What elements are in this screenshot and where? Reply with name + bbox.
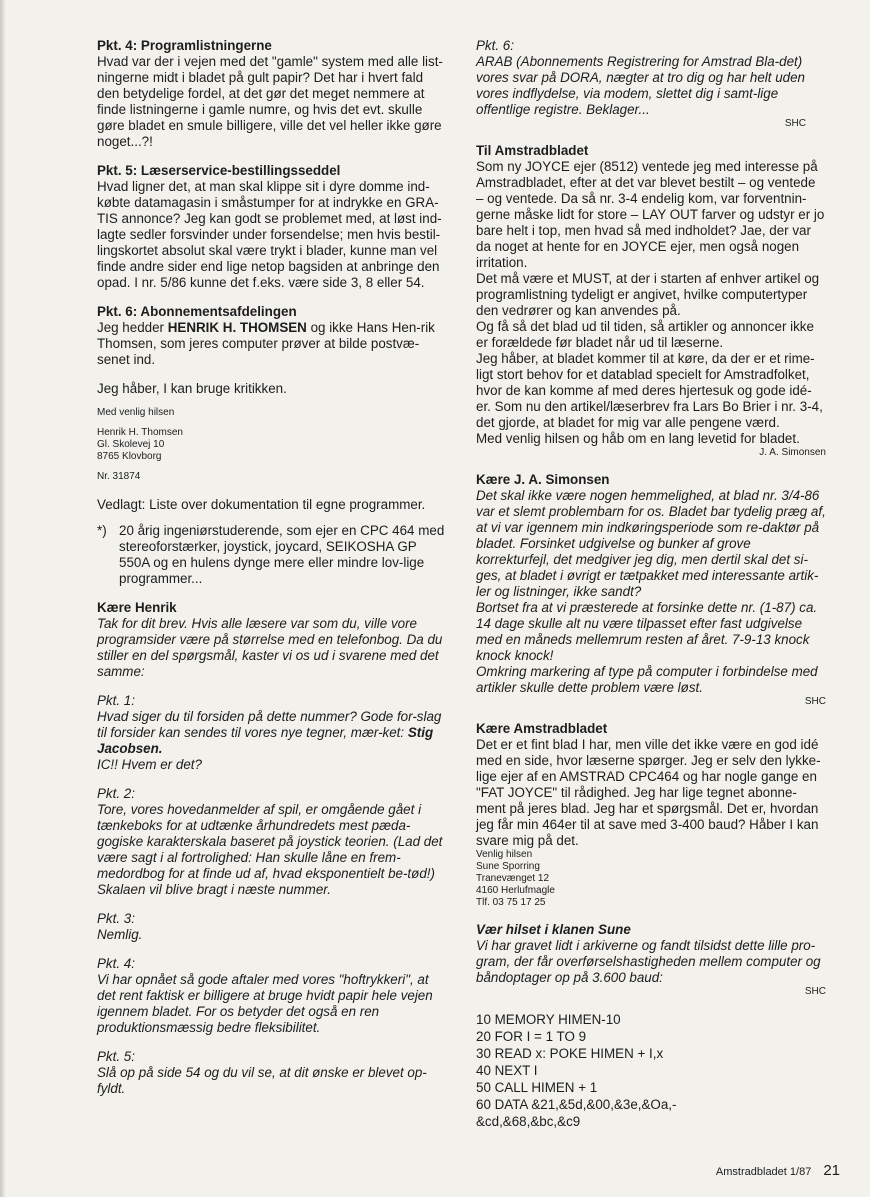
footnote-text: 20 årig ingeniørstuderende, som ejer en CPC 464 med stereoforstærker, joystick, joycard, SEIKOSHA GP 550A og en hulens dynge mere eller mindre lov-lige programmer... [119,523,445,586]
address-city: 8765 Klovborg [97,451,162,462]
closing-line: Jeg håber, I kan bruge kritikken. [97,381,287,396]
letter-sune [476,721,826,909]
reply-pkt5 [97,1049,445,1097]
reply-simonsen-heading: Kære J. A. Simonsen [476,472,610,487]
reply-henrik [97,600,445,680]
basic-listing [476,1011,826,1130]
pkt6-name: HENRIK H. THOMSEN [167,320,307,335]
letter-sune-name: Sune Sporring [476,861,540,872]
letter-sune-text: Det er et fint blad I har, men ville det ikke være en god idé med en side, hvor læserne spørger. Jeg er selv den lykke-lige ejer af en AMSTRAD CPC464 og har nogle gange en "FAT JOYCE" til rådighed. Jeg har lige tegnet abonne-ment på jeres blad. Jeg har et spørgsmål. Det er, hvordan jeg får min 464er til at save med 3-400 baud? Håber I kan svare mig på det. [476,737,821,848]
address-name: Henrik H. Thomsen [97,427,183,438]
code-line: 60 DATA &21,&5d,&00,&3e,&Oa,- [476,1097,677,1112]
right-column [476,38,826,1130]
code-line: 30 READ x: POKE HIMEN + I,x [476,1046,664,1061]
letter-sune-city: 4160 Herlufmagle [476,885,555,896]
greeting: Med venlig hilsen [97,407,175,418]
reply-pkt1-text [97,709,445,757]
reply-pkt6 [476,38,826,130]
reply-pkt6-text: ARAB (Abonnements Registrering for Amstrad Bla-det) vores svar på DORA, nægter at tro dig og har helt uden vores indflydelse, via modem, slettet dig i samt-lige offentlige registre. Beklager... [476,54,805,117]
reply-pkt5-heading: Pkt. 5: [97,1049,135,1064]
letter-sune-phone: Tlf. 03 75 17 25 [476,897,546,908]
letter-simonsen-p3: Og få så det blad ud til tiden, så artikler og annoncer ikke er forældede før bladet når ud til læserne. [476,319,814,350]
code-line: 50 CALL HIMEN + 1 [476,1080,598,1095]
pkt6-heading: Pkt. 6: Abonnementsafdelingen [97,304,297,319]
pkt5-heading: Pkt. 5: Læserservice-bestillingsseddel [97,163,341,178]
reply-henrik-heading: Kære Henrik [97,600,177,615]
signature-shc-2: SHC [804,696,826,707]
page-edge [0,0,6,1197]
pkt6-text [97,320,445,368]
attachment-note: Vedlagt: Liste over dokumentation til egne programmer. [97,497,426,512]
reply-pkt4 [97,956,445,1036]
reply-pkt4-text: Vi har opnået så gode aftaler med vores "hoftrykkeri", at det rent faktisk er billigere at bruge hvidt papir hele vejen igennem bladet. For os betyder det også en ren produktionsmæssig bedre fleksibilitet. [97,972,433,1035]
reply-sune-text: Vi har gravet lidt i arkiverne og fandt tilsidst dette lille pro-gram, der får overførselshastigheden mellem computer og båndoptager op på 3.600 baud: [476,938,821,985]
left-column [97,38,445,1110]
letter-simonsen-p4: Jeg håber, at bladet kommer til at køre, da der er et rime-ligt stort behov for et datablad specielt for Amstradfolket, hvor de kan komme af med deres hjertesuk og gode idé-er. Som nu den artikel/læserbrev fra Lars Bo Brier i nr. 3-4, det gjorde, at bladet for mig var alle pengene værd. [476,351,823,430]
reply-pkt3-heading: Pkt. 3: [97,911,135,926]
pkt5-text: Hvad ligner det, at man skal klippe sit i dyre domme ind-købte datamagasin i småstumper for at indrykke en GRA-TIS annonce? Jeg kan godt se problemet med, at løst ind-lagte sedler forsvinder under forsendelse; men hvis bestil-lingskortet absolut skal være trykt i blader, kunne man vel finde andre sider end lige netop bagsiden at anbringe den opad. I nr. 5/86 kunne det f.eks. være side 3, 8 eller 54. [97,179,442,290]
reply-pkt6-heading: Pkt. 6: [476,38,514,53]
code-line: 20 FOR I = 1 TO 9 [476,1029,587,1044]
code-line: &cd,&68,&bc,&c9 [476,1114,581,1129]
letter-sune-heading: Kære Amstradbladet [476,721,608,736]
reply-pkt5-text: Slå op på side 54 og du vil se, at dit ønske er blevet op-fyldt. [97,1065,427,1096]
letter-simonsen [476,143,826,459]
reply-pkt2-heading: Pkt. 2: [97,786,135,801]
reply-pkt4-heading: Pkt. 4: [97,956,135,971]
reply-pkt2 [97,786,445,898]
footnote-mark: *) [97,523,107,538]
footnote [97,523,445,587]
reply-simonsen-p3: Omkring markering af type på computer i forbindelse med artikler skulle dette problem være løst. [476,664,818,695]
reply-pkt2-text: Tore, vores hovedanmelder af spil, er omgående gået i tænkeboks for at udtænke århundredets mest pæda-gogiske karakterskala baseret på joystick teorien. (Lad det være sagt i al fortrolighed: Han skulle låne en frem-medordbog for at finde ud af, hvad eksponentielt be-tød!) Skalaen vil blive bragt i næste nummer. [97,802,443,897]
letter-sune-greeting: Venlig hilsen [476,849,533,860]
reply-sune-heading: Vær hilset i klanen Sune [476,922,631,937]
address-street: Gl. Skolevej 10 [97,439,165,450]
reply-simonsen [476,472,826,708]
letter-simonsen-p5: Med venlig hilsen og håb om en lang levetid for bladet. [476,431,800,446]
member-number: Nr. 31874 [97,471,141,482]
letter-simonsen-heading: Til Amstradbladet [476,143,589,158]
code-line: 10 MEMORY HIMEN-10 [476,1012,621,1027]
signature-shc-1: SHC [784,118,806,129]
letter-pkt4 [97,38,445,150]
signature-shc-3: SHC [804,986,826,997]
reply-simonsen-p1: Det skal ikke være nogen hemmelighed, at blad nr. 3/4-86 var et slemt problembarn for os. Bladet bar tydelig præg af, at vi var igennem min indkøringsperiode som re-daktør på bladet. Forsinket udgivelse og bunker af grove korrekturfejl, det medgiver jeg dig, men dertil skal det si-ges, at bladet i øvrigt er tætpakket med interessante artik-ler og listninger, ikke sandt? [476,488,826,599]
letter-sune-street: Tranevænget 12 [476,873,550,884]
signature-simonsen: J. A. Simonsen [759,447,826,458]
reply-pkt3 [97,911,445,943]
reply-pkt1 [97,693,445,773]
reply-pkt1-name: Stig Jacobsen. [97,725,434,756]
reply-simonsen-p2: Bortset fra at vi præsterede at forsinke dette nr. (1-87) ca. 14 dage skulle alt nu være tilpasset efter fast udgivelse med en måneds mellemrum resten af året. 7-9-13 knock knock knock! [476,600,818,663]
reply-pkt1-pre: Hvad siger du til forsiden på dette nummer? Gode for-slag til forsider kan sendes til vores nye tegner, mær-ket: [97,709,442,740]
pkt6-pre: Jeg hedder [97,320,168,335]
code-line: 40 NEXT I [476,1063,538,1078]
reply-sune [476,922,826,998]
pkt4-heading: Pkt. 4: Programlistningerne [97,38,272,53]
reply-pkt3-text: Nemlig. [97,927,143,942]
letter-pkt5 [97,163,445,291]
page-number: 21 [823,1162,840,1179]
page-footer [716,1162,840,1179]
letter-pkt6 [97,304,445,368]
pkt4-text: Hvad var der i vejen med det "gamle" system med alle list-ningerne midt i bladet på gult papir? Det har i hvert fald den betydelige fordel, at det gør det meget nemmere at finde listningerne i gamle numre, og hvis det evt. skulle gøre bladet en smule billigere, ville det vel heller ikke gøre noget...?! [97,54,443,149]
reply-henrik-intro: Tak for dit brev. Hvis alle læsere var som du, ville vore programsider være på størrelse med en telefonbog. Da du stiller en del spørgsmål, kaster vi os ud i svarene med det samme: [97,616,443,679]
reply-pkt1-heading: Pkt. 1: [97,693,135,708]
reply-pkt1-post: IC!! Hvem er det? [97,757,202,772]
magazine-issue: Amstradbladet 1/87 [715,1166,812,1178]
letter-simonsen-p2: Det må være et MUST, at der i starten af enhver artikel og programlistning tydeligt er angivet, hvilke computertyper den vedrører og kan anvendes på. [476,271,820,318]
letter-simonsen-p1: Som ny JOYCE ejer (8512) ventede jeg med interesse på Amstradbladet, efter at det var blevet bestilt – og ventede – og ventede. Da så nr. 3-4 endelig kom, var forventnin-gerne måske lidt for store – LAY OUT farver og udstyr er jo bare helt i top, men hvad så med indholdet? Jae, der var da noget at hente for en JOYCE ejer, men også nogen irritation. [476,159,825,270]
pkt6-post: og ikke Hans Hen-rik Thomsen, som jeres computer prøver at bilde postvæ-senet ind. [97,320,435,367]
